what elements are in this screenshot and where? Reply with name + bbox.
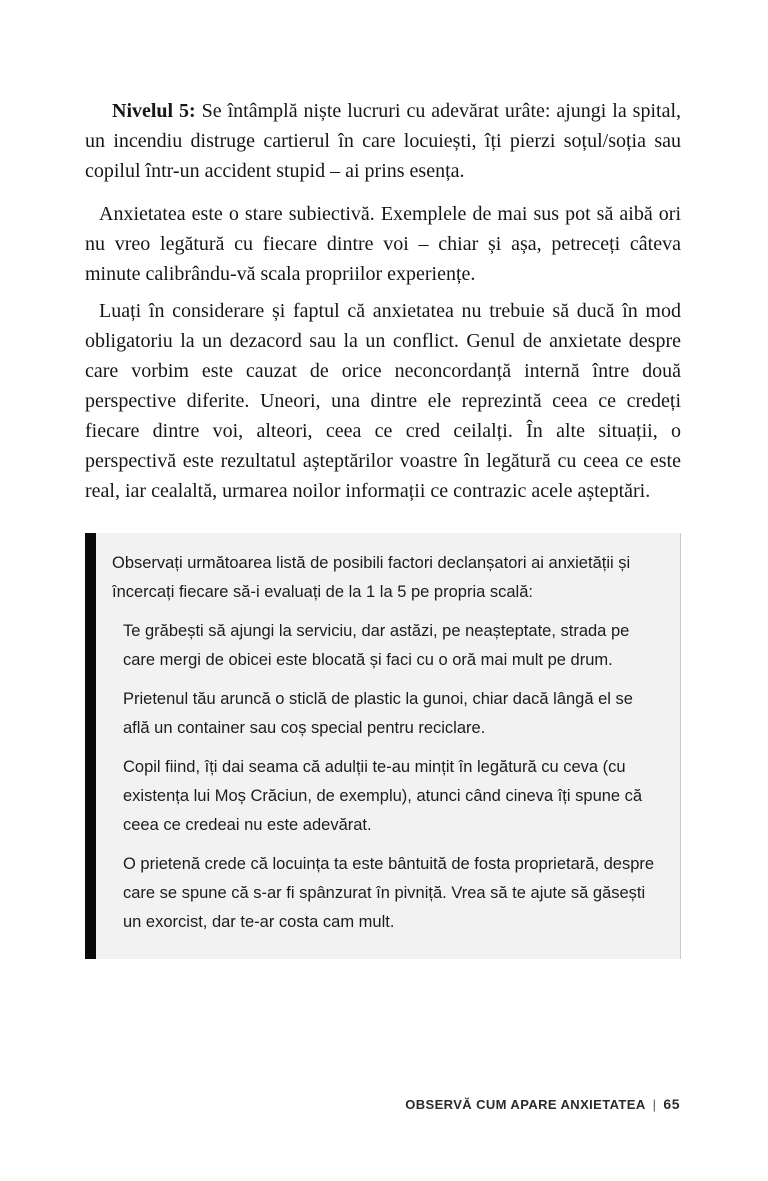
paragraph-luati-in-considerare: Luați în considerare și faptul că anxietatea nu trebuie să ducă în mod obligatoriu la un dezacord sau la un conflict. Genul de anxietate despre care vorbim este cauzat de orice neconcordanță internă între două perspective diferite. Uneori, una dintre ele reprezintă ceea ce credeți fiecare dintre voi, alteori, ceea ce cred ceilalți. În alte situații, o perspectivă este rezultatul așteptărilor voastre în legătură cu ceea ce este real, iar cealaltă, urmarea noilor informații ce contrazic acele așteptări. (85, 300, 681, 502)
callout-intro: Observați următoarea listă de posibili factori declanșatori ai anxietății și încercați fiecare să-i evaluați de la 1 la 5 pe propria scală: (112, 554, 631, 601)
callout-item: Copil fiind, îți dai seama că adulții te-au mințit în legătură cu ceva (cu existența lui Moș Crăciun, de exemplu), atunci când cineva îți spune că ceea ce credeai nu este adevărat. (123, 758, 643, 834)
page-footer (405, 1096, 680, 1112)
exercise-callout-box (85, 533, 681, 959)
callout-item: Te grăbești să ajungi la serviciu, dar astăzi, pe neașteptate, strada pe care mergi de obicei este blocată și faci cu o oră mai mult pe drum. (123, 622, 630, 669)
paragraph-nivelul-5 (85, 96, 681, 186)
callout-item: Prietenul tău aruncă o sticlă de plastic la gunoi, chiar dacă lângă el se află un container sau coș special pentru reciclare. (123, 690, 633, 737)
running-head: OBSERVĂ CUM APARE ANXIETATEA (405, 1097, 646, 1112)
page-content (85, 96, 681, 959)
paragraph-lead-rest: Se întâmplă niște lucruri cu adevărat urâte: ajungi la spital, un incendiu distruge cartierul în care locuiești, îți pierzi soțul/soția sau copilul într-un accident stupid – ai prins esența. (85, 100, 681, 182)
paragraph-anxietatea: Anxietatea este o stare subiectivă. Exemplele de mai sus pot să aibă ori nu vreo legătură cu fiecare dintre voi – chiar și așa, petreceți câteva minute calibrându-vă scala propriilor experiențe. (85, 203, 681, 285)
callout-item: O prietenă crede că locuința ta este bântuită de fosta proprietară, despre care se spune că s-ar fi spânzurat în pivniță. Vrea să te ajute să găsești un exorcist, dar te-ar costa cam mult. (123, 855, 655, 931)
footer-separator: | (652, 1097, 657, 1112)
paragraph-lead-bold: Nivelul 5: (112, 100, 196, 122)
page-number: 65 (663, 1096, 680, 1112)
